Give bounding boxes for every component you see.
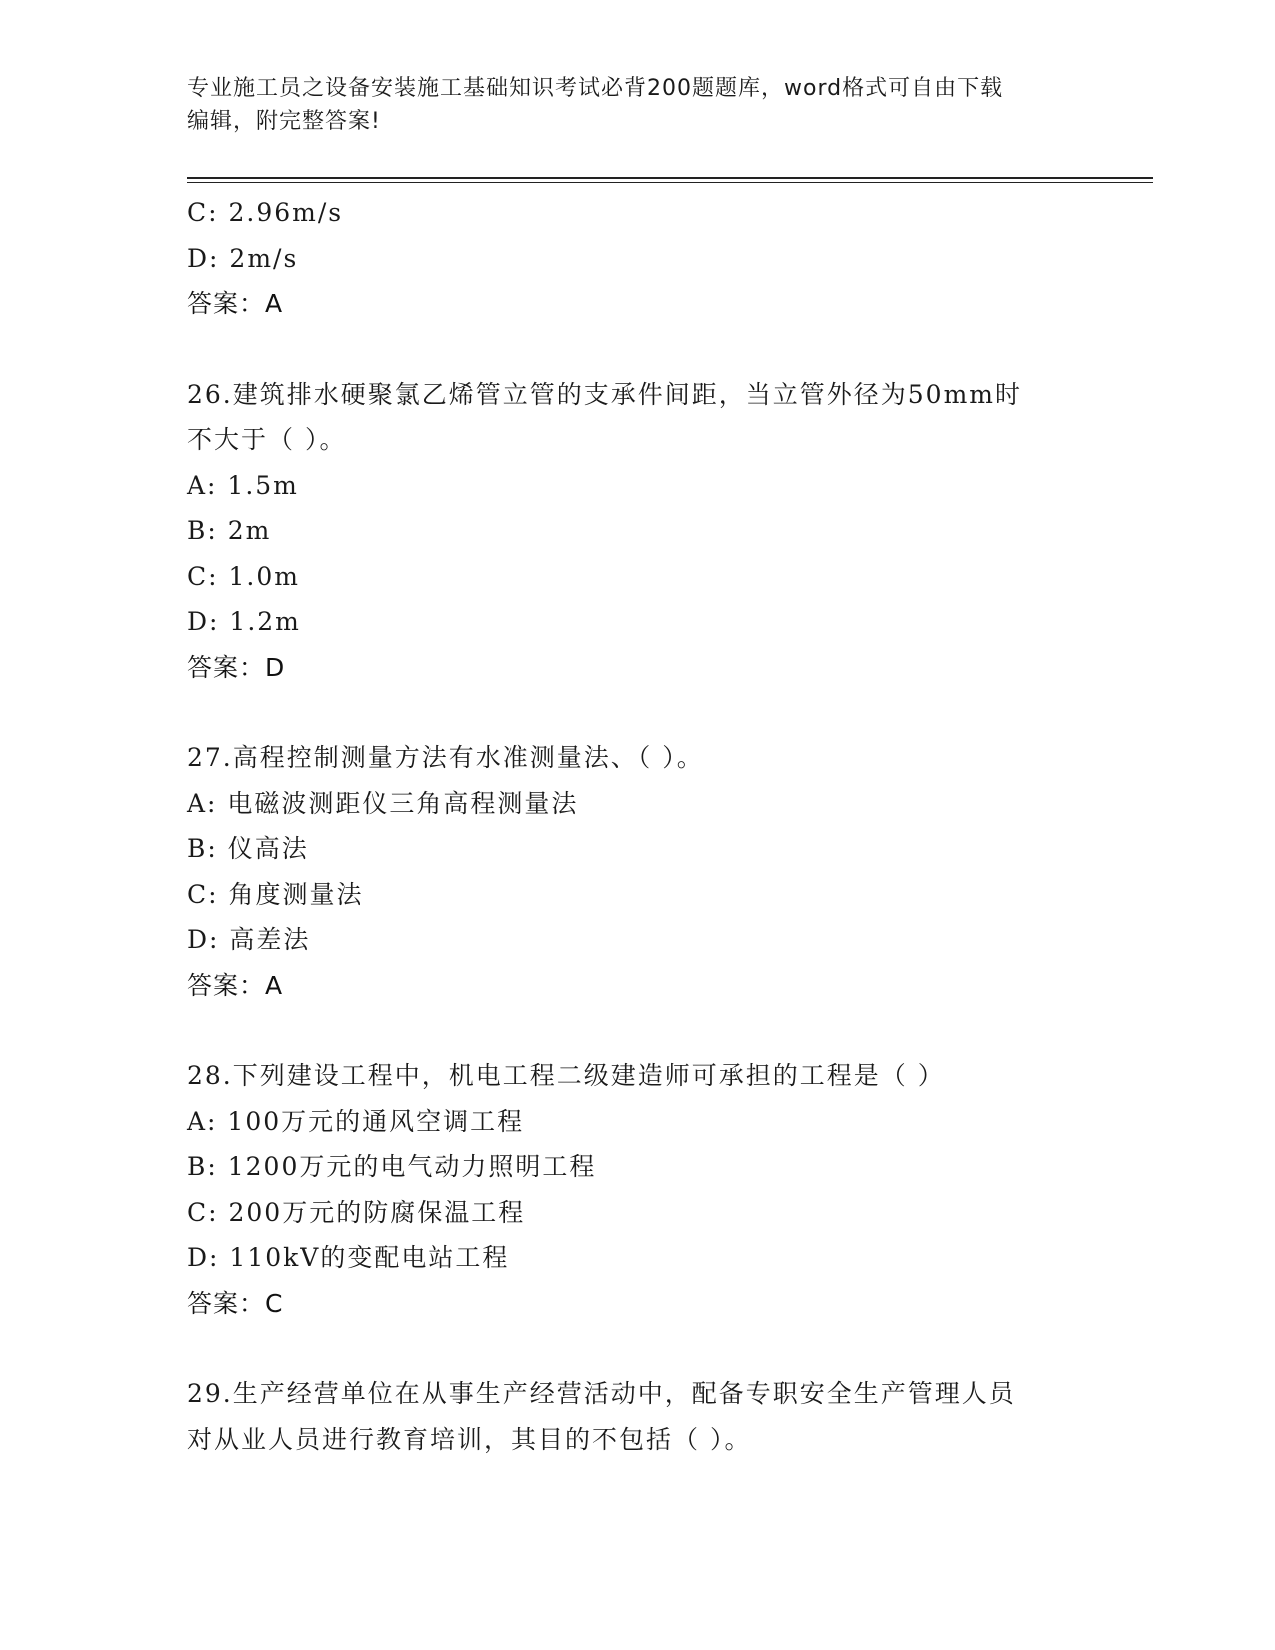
spacer — [187, 690, 1087, 735]
header-line-1: 专业施工员之设备安装施工基础知识考试必背200题题库，word格式可自由下载 — [187, 76, 1004, 101]
option-c: C: 角度测量法 — [187, 879, 364, 909]
question-stem: 27.高程控制测量方法有水准测量法、（ ）。 — [187, 743, 704, 772]
question-stem: 26.建筑排水硬聚氯乙烯管立管的支承件间距，当立管外径为50mm时 — [187, 379, 1022, 409]
answer-label: 答案：C — [187, 1288, 284, 1318]
option-b: B: 仪高法 — [187, 834, 309, 863]
answer-label: 答案：A — [187, 970, 284, 1000]
option-b: B: 2m — [187, 516, 272, 545]
spacer — [187, 1326, 1087, 1371]
question-25-fragment — [187, 190, 1087, 327]
option-c: C: 1.0m — [187, 561, 300, 591]
option-d: D: 2m/s — [187, 243, 299, 273]
question-27 — [187, 735, 1087, 1008]
question-stem: 28.下列建设工程中，机电工程二级建造师可承担的工程是（ ） — [187, 1061, 945, 1090]
answer-label: 答案：D — [187, 652, 286, 682]
question-stem: 对从业人员进行教育培训，其目的不包括（ ）。 — [187, 1424, 752, 1454]
option-d: D: 高差法 — [187, 925, 311, 954]
option-b: B: 1200万元的电气动力照明工程 — [187, 1152, 597, 1181]
spacer — [187, 327, 1087, 372]
option-c: C: 200万元的防腐保温工程 — [187, 1197, 526, 1227]
option-a: A: 电磁波测距仪三角高程测量法 — [187, 788, 579, 818]
header-line-2: 编辑，附完整答案! — [187, 109, 381, 134]
spacer — [187, 1008, 1087, 1053]
question-stem: 不大于（ ）。 — [187, 425, 347, 454]
question-stem: 29.生产经营单位在从事生产经营活动中，配备专职安全生产管理人员 — [187, 1379, 1016, 1408]
option-d: D: 1.2m — [187, 607, 301, 636]
header-divider-thin — [187, 182, 1153, 183]
question-28 — [187, 1053, 1087, 1326]
option-a: A: 100万元的通风空调工程 — [187, 1106, 525, 1136]
answer-label: 答案：A — [187, 289, 284, 318]
document-header — [187, 72, 1087, 138]
option-c: C: 2.96m/s — [187, 198, 344, 227]
header-divider-thick — [187, 177, 1153, 179]
option-d: D: 110kV的变配电站工程 — [187, 1243, 510, 1272]
question-list — [187, 190, 1087, 1462]
question-26 — [187, 372, 1087, 691]
question-29 — [187, 1371, 1087, 1462]
option-a: A: 1.5m — [187, 470, 299, 500]
